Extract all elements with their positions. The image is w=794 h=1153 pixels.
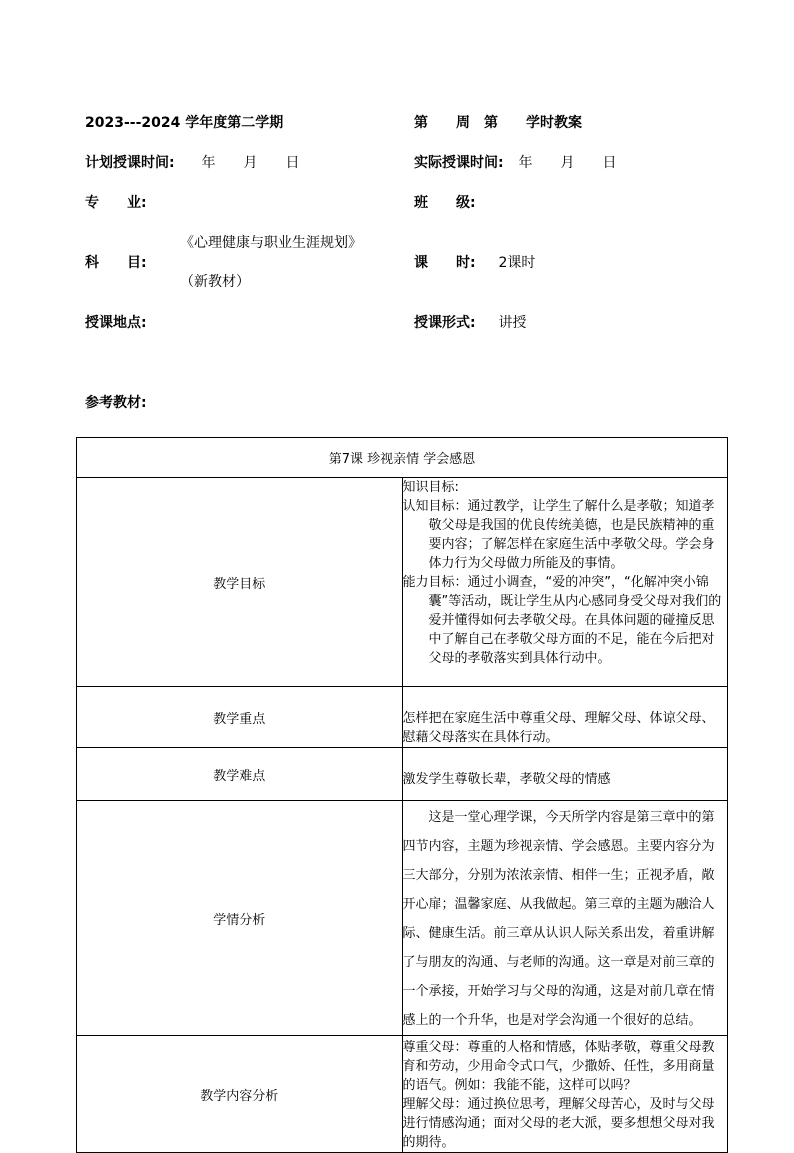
objectives-content [402, 478, 728, 687]
analysis-row [77, 801, 728, 1036]
hours-value: 2课时 [498, 255, 536, 271]
reference-label: 参考教材: [85, 395, 147, 411]
difficulties-text: 激发学生尊敬长辈，孝敬父母的情感 [402, 772, 611, 787]
key-points-content [402, 687, 728, 748]
hours-field [414, 253, 535, 273]
semester-title: 2023---2024 学年度第二学期 [85, 115, 284, 131]
content-analysis-row [77, 1036, 728, 1153]
lesson-plan-table [76, 437, 728, 1153]
difficulties-row [77, 748, 728, 801]
major-label: 专 业: [85, 195, 147, 211]
form-label: 授课形式: [414, 315, 476, 331]
form-value: 讲授 [498, 315, 527, 331]
actual-time-value: 年 月 日 [518, 155, 617, 171]
analysis-label: 学情分析 [77, 801, 403, 1036]
objectives-row [77, 478, 728, 687]
key-points-text: 怎样把在家庭生活中尊重父母、理解父母、体谅父母、慰藉父母落实在具体行动。 [402, 711, 715, 745]
planned-time-value: 年 月 日 [201, 155, 300, 171]
subject-label: 科 目: [85, 255, 147, 271]
week-lesson-title: 第 周 第 学时教案 [414, 115, 582, 131]
location-label: 授课地点: [85, 315, 147, 331]
analysis-text: 这是一堂心理学课，今天所学内容是第三章中的第四节内容，主题为珍视亲情、学会感恩。主要内容分为三大部分，分别为浓浓亲情、相伴一生；正视矛盾，敞开心扉；温馨家庭、从我做起。第三章的主题为融洽人际、健康生活。前三章从认识人际关系出发，着重讲解了与朋友的沟通、与老师的沟通。这一章是对前三章的一个承接，开始学习与父母的沟通，这是对前几章在情感上的一个升华，也是对学会沟通一个很好的总结。 [402, 810, 715, 1028]
key-points-label: 教学重点 [77, 687, 403, 748]
objectives-label: 教学目标 [77, 478, 403, 687]
difficulties-content [402, 748, 728, 801]
actual-time-field [414, 153, 616, 173]
subject-edition: （新教材） [180, 274, 250, 290]
planned-time-label: 计划授课时间: [85, 155, 175, 171]
class-label: 班 级: [414, 195, 476, 211]
difficulties-label: 教学难点 [77, 748, 403, 801]
respect-parents-text: 尊重父母：尊重的人格和情感，体贴孝敬，尊重父母教育和劳动，少用命令式口气，少撒娇、任性，多用商量的语气。例如：我能不能，这样可以吗？ [402, 1040, 715, 1093]
planned-time-field [85, 153, 299, 173]
analysis-content [402, 801, 728, 1036]
actual-time-label: 实际授课时间: [414, 155, 504, 171]
table-title-row [77, 438, 728, 478]
subject-name: 《心理健康与职业生涯规划》 [180, 235, 362, 251]
cognitive-objective: 认知目标：通过教学，让学生了解什么是孝敬；知道孝敬父母是我国的优良传统美德，也是民族精神的重要内容；了解怎样在家庭生活中孝敬父母。学会身体力行为父母做力所能及的事情。 [402, 499, 715, 571]
ability-objective: 能力目标：通过小调查，“爱的冲突”，“化解冲突小锦囊”等活动，既让学生从内心感同身受父母对我们的爱并懂得如何去孝敬父母。在具体问题的碰撞反思中了解自己在孝敬父母方面的不足，能在今后把对父母的孝敬落实到具体行动中。 [402, 575, 722, 666]
content-analysis-label: 教学内容分析 [77, 1036, 403, 1153]
lesson-title: 第7课 珍视亲情 学会感恩 [77, 438, 728, 478]
objectives-heading: 知识目标: [402, 480, 459, 495]
key-points-row [77, 687, 728, 748]
content-analysis-content [402, 1036, 728, 1153]
form-field [414, 313, 526, 333]
hours-label: 课 时: [414, 255, 476, 271]
understand-parents-text: 理解父母：通过换位思考，理解父母苦心，及时与父母进行情感沟通；面对父母的老大派，要多想想父母对我的期待。 [402, 1097, 715, 1150]
